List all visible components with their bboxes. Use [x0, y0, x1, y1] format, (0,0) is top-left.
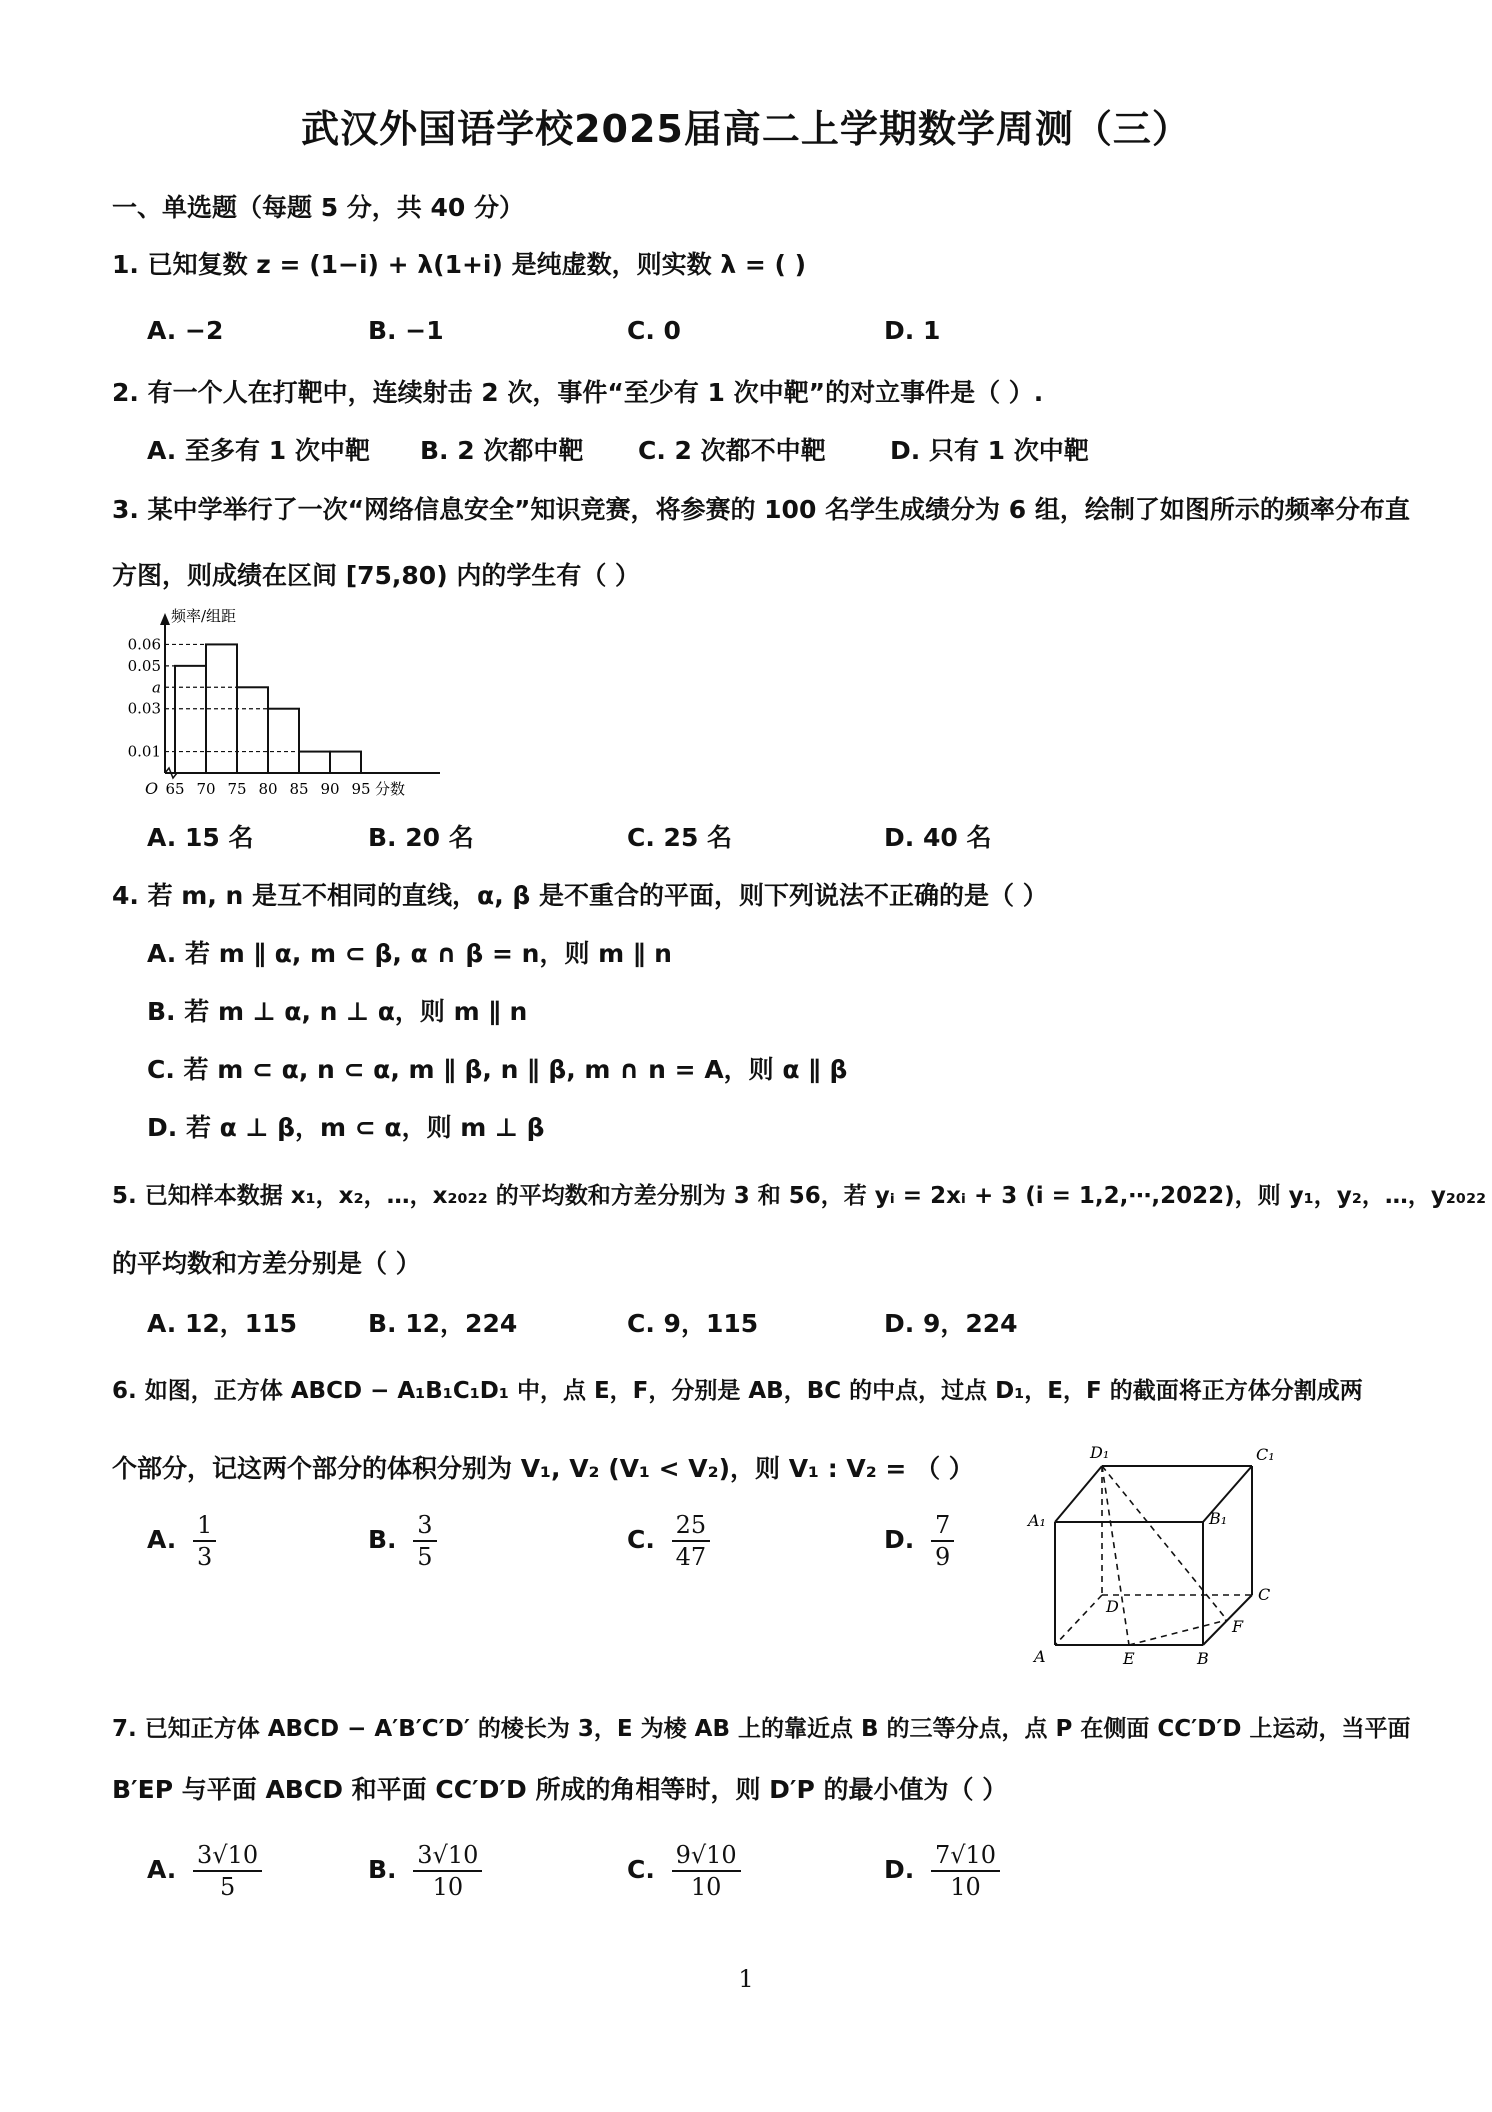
q7-option-b-fraction: [413, 1840, 482, 1902]
histogram-y-tick-label: 0.06: [127, 635, 161, 654]
q7-option-a-fraction: [193, 1840, 262, 1902]
q2-option-a: A. 至多有 1 次中靶: [147, 436, 370, 465]
q6-option-d-label: D.: [884, 1525, 915, 1554]
q6-option-b-label: B.: [368, 1525, 397, 1554]
question-3-stem-line2: 方图，则成绩在区间 [75,80) 内的学生有（ ）: [112, 561, 641, 590]
q6-option-a-denominator: 3: [197, 1543, 213, 1571]
histogram-y-axis-label: 频率/组距: [171, 607, 237, 625]
question-6-stem-line1: 6. 如图，正方体 ABCD − A₁B₁C₁D₁ 中，点 E，F，分别是 AB，BC 的中点，过点 D₁，E，F 的截面将正方体分割成两: [112, 1378, 1363, 1404]
histogram-x-tick-label: 85: [289, 780, 309, 798]
q6-option-d-denominator: 9: [934, 1543, 951, 1571]
q5-option-d: D. 9，224: [884, 1309, 1018, 1338]
histogram-x-tick-label: 90: [320, 780, 340, 798]
cube-label-a: A: [1034, 1647, 1046, 1666]
q6-option-b: [368, 1510, 437, 1572]
histogram-y-tick-label: 0.01: [127, 742, 161, 761]
question-5-stem-line1: 5. 已知样本数据 x₁，x₂，…，x₂₀₂₂ 的平均数和方差分别为 3 和 56，若 yᵢ = 2xᵢ + 3 (i = 1,2,⋯,2022)，则 y₁，y₂，…，y₂₀₂₂: [112, 1183, 1487, 1209]
page-number: 1: [738, 1965, 754, 1993]
q2-option-d: D. 只有 1 次中靶: [890, 436, 1089, 465]
q7-option-c-numerator: 9√10: [672, 1840, 741, 1872]
exam-title: 武汉外国语学校2025届高二上学期数学周测（三）: [301, 107, 1191, 151]
q3-option-d: D. 40 名: [884, 823, 992, 852]
q6-option-a: [147, 1510, 216, 1572]
q2-option-c: C. 2 次都不中靶: [638, 436, 826, 465]
histogram-x-axis-label: 分数: [375, 780, 406, 798]
q6-option-d: [884, 1510, 954, 1572]
q3-option-a: A. 15 名: [147, 823, 254, 852]
question-4-stem: 4. 若 m, n 是互不相同的直线，α, β 是不重合的平面，则下列说法不正确的是（ ）: [112, 881, 1048, 910]
q1-option-b: B. −1: [368, 316, 444, 345]
question-7-stem-line1: 7. 已知正方体 ABCD − A′B′C′D′ 的棱长为 3，E 为棱 AB 上的靠近点 B 的三等分点，点 P 在侧面 CC′D′D 上运动，当平面: [112, 1716, 1411, 1742]
histogram-y-tick-label: a: [152, 678, 161, 697]
q7-option-c-label: C.: [627, 1855, 655, 1884]
cube-label-d1: D₁: [1090, 1443, 1110, 1462]
q6-option-c-denominator: 47: [675, 1543, 707, 1571]
histogram-bar: [175, 666, 206, 773]
histogram-x-tick-label: 65: [165, 780, 185, 798]
q7-option-c-denominator: 10: [690, 1873, 722, 1901]
q7-option-c: [627, 1840, 741, 1902]
cube-label-d: D: [1106, 1597, 1119, 1616]
histogram-x-tick-label: 95: [351, 780, 371, 798]
q4-option-a: A. 若 m ∥ α, m ⊂ β, α ∩ β = n，则 m ∥ n: [147, 939, 672, 968]
q6-option-b-denominator: 5: [417, 1543, 433, 1571]
section-line: [1102, 1466, 1227, 1620]
histogram-bar: [268, 709, 299, 773]
frequency-histogram: [120, 605, 450, 805]
q5-option-a: A. 12，115: [147, 1309, 297, 1338]
histogram-bar: [299, 752, 330, 773]
q5-option-b: B. 12，224: [368, 1309, 518, 1338]
q7-option-b-numerator: 3√10: [413, 1840, 482, 1872]
q4-option-b: B. 若 m ⊥ α, n ⊥ α，则 m ∥ n: [147, 997, 528, 1026]
cube-figure: [1020, 1440, 1310, 1670]
q7-option-a-denominator: 5: [219, 1873, 236, 1901]
q6-option-a-numerator: 1: [193, 1510, 216, 1542]
cube-label-b1: B₁: [1209, 1509, 1228, 1528]
q6-option-b-numerator: 3: [413, 1510, 436, 1542]
q3-option-b: B. 20 名: [368, 823, 474, 852]
q7-option-a-numerator: 3√10: [193, 1840, 262, 1872]
cube-label-a1: A₁: [1028, 1511, 1046, 1530]
q6-option-c: [627, 1510, 710, 1572]
q7-option-d-label: D.: [884, 1855, 915, 1884]
histogram-y-tick-label: 0.03: [127, 699, 161, 718]
histogram-origin-label: O: [145, 779, 159, 798]
q1-option-c: C. 0: [627, 316, 681, 345]
cube-edge: [1055, 1466, 1102, 1522]
q6-option-d-fraction: [931, 1510, 954, 1572]
question-2-stem: 2. 有一个人在打靶中，连续射击 2 次，事件“至少有 1 次中靶”的对立事件是（ ）.: [112, 378, 1044, 407]
q7-option-a-label: A.: [147, 1855, 177, 1884]
histogram-bar: [237, 687, 268, 773]
cube-label-b: B: [1197, 1649, 1209, 1668]
histogram-y-tick-label: 0.05: [127, 656, 161, 675]
q6-option-d-numerator: 7: [931, 1510, 954, 1542]
q7-option-c-fraction: [672, 1840, 741, 1902]
q6-option-a-fraction: [193, 1510, 216, 1572]
q7-option-b-denominator: 10: [432, 1873, 464, 1901]
question-3-stem-line1: 3. 某中学举行了一次“网络信息安全”知识竞赛，将参赛的 100 名学生成绩分为 6 组，绘制了如图所示的频率分布直: [112, 495, 1410, 524]
q6-option-c-numerator: 25: [672, 1510, 711, 1542]
q7-option-d-fraction: [931, 1840, 1000, 1902]
q4-option-c: C. 若 m ⊂ α, n ⊂ α, m ∥ β, n ∥ β, m ∩ n = A，则 α ∥ β: [147, 1055, 848, 1084]
q6-option-a-label: A.: [147, 1525, 177, 1554]
q7-option-d: [884, 1840, 1000, 1902]
q7-option-b: [368, 1840, 482, 1902]
section-line: [1102, 1466, 1129, 1645]
q1-option-d: D. 1: [884, 316, 941, 345]
histogram-x-tick-label: 80: [258, 780, 278, 798]
q6-option-c-fraction: [672, 1510, 711, 1572]
question-6-stem-line2: 个部分，记这两个部分的体积分别为 V₁, V₂ (V₁ < V₂)，则 V₁ : V₂ = （ ）: [112, 1454, 974, 1483]
section-heading: 一、单选题（每题 5 分，共 40 分）: [112, 193, 525, 222]
q7-option-d-denominator: 10: [950, 1873, 981, 1901]
cube-edge: [1203, 1595, 1252, 1645]
q6-option-c-label: C.: [627, 1525, 655, 1554]
q6-option-b-fraction: [413, 1510, 436, 1572]
question-5-stem-line2: 的平均数和方差分别是（ ）: [112, 1249, 421, 1278]
q3-option-c: C. 25 名: [627, 823, 733, 852]
cube-label-e: E: [1123, 1649, 1135, 1668]
q7-option-a: [147, 1840, 262, 1902]
histogram-y-arrow: [160, 613, 170, 625]
q2-option-b: B. 2 次都中靶: [420, 436, 584, 465]
cube-label-c1: C₁: [1256, 1445, 1275, 1464]
cube-label-f: F: [1232, 1617, 1244, 1636]
section-line: [1129, 1620, 1227, 1645]
histogram-x-tick-label: 75: [227, 780, 247, 798]
cube-hidden-edge: [1055, 1595, 1102, 1645]
question-1-stem: 1. 已知复数 z = (1−i) + λ(1+i) 是纯虚数，则实数 λ = ( ): [112, 250, 807, 279]
question-7-stem-line2: B′EP 与平面 ABCD 和平面 CC′D′D 所成的角相等时，则 D′P 的最小值为（ ）: [112, 1775, 1008, 1804]
q4-option-d: D. 若 α ⊥ β，m ⊂ α，则 m ⊥ β: [147, 1113, 545, 1142]
q5-option-c: C. 9，115: [627, 1309, 759, 1338]
histogram-bar: [330, 752, 361, 773]
cube-label-c: C: [1258, 1585, 1271, 1604]
q7-option-b-label: B.: [368, 1855, 397, 1884]
q7-option-d-numerator: 7√10: [931, 1840, 1000, 1872]
histogram-x-tick-label: 70: [196, 780, 216, 798]
q1-option-a: A. −2: [147, 316, 224, 345]
